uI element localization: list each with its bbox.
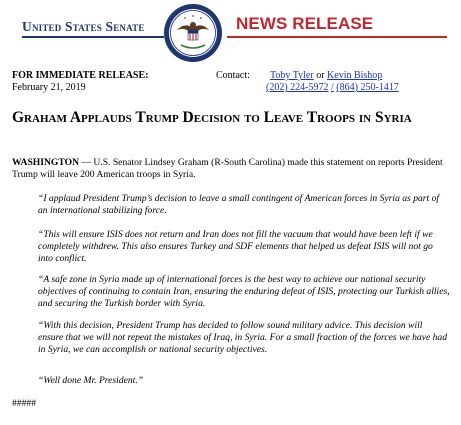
lead-text: — U.S. Senator Lindsey Graham (R-South Carolina) made this statement on reports President Trump will leave 200 American troops in Syria. — [12, 157, 443, 180]
senate-title: United States Senate — [22, 19, 145, 34]
contact-label: Contact: — [216, 70, 250, 81]
release-date: February 21, 2019 — [12, 82, 86, 93]
immediate-release-label: FOR IMMEDIATE RELEASE: — [12, 70, 149, 81]
masthead-rule-left — [22, 36, 164, 38]
phone-separator: / — [331, 82, 334, 93]
contact-info — [266, 70, 399, 94]
masthead — [0, 0, 461, 66]
contact-link-toby-tyler[interactable]: Toby Tyler — [270, 70, 314, 81]
senate-seal-icon — [163, 3, 223, 63]
contact-link-kevin-bishop[interactable]: Kevin Bishop — [327, 70, 383, 81]
quote-paragraph: “I applaud President Trump’s decision to leave a small contingent of American forces in Syria as part of an international stabilizing force. — [38, 193, 440, 216]
phone-link-2[interactable]: (864) 250-1417 — [336, 82, 399, 93]
quote-paragraph: “This will ensure ISIS does not return and Iran does not fill the vacuum that would have been left if we completely withdrew. This also ensures Turkey and SDF elements that helped us defeat ISIS will not go into conflict. — [38, 229, 433, 264]
phone-link-1[interactable]: (202) 224-5972 — [266, 82, 329, 93]
dateline: WASHINGTON — [12, 157, 79, 168]
quote-paragraph: “Well done Mr. President.” — [38, 375, 144, 386]
lead-paragraph — [12, 157, 452, 180]
contact-or-text: or — [316, 70, 325, 81]
news-release-label: NEWS RELEASE — [236, 14, 374, 33]
masthead-rule-right — [227, 36, 447, 38]
quote-paragraph: “With this decision, President Trump has decided to follow sound military advice. This decision will ensure that we will not repeat the mistakes of Iraq, in Syria. For a small fraction of the forces we have had in Syria, we can accomplish or national security objectives. — [38, 320, 448, 355]
quote-paragraph: “A safe zone in Syria made up of international forces is the best way to achieve our national security objectives of continuing to contain Iran, ensuring the enduring defeat of ISIS, protecting our Turkish allies, and securing the Turkish border with Syria. — [38, 274, 450, 309]
press-release-headline: Graham Applauds Trump Decision to Leave Troops in Syria — [12, 109, 412, 126]
release-info — [12, 70, 149, 94]
end-mark: ##### — [12, 398, 36, 409]
